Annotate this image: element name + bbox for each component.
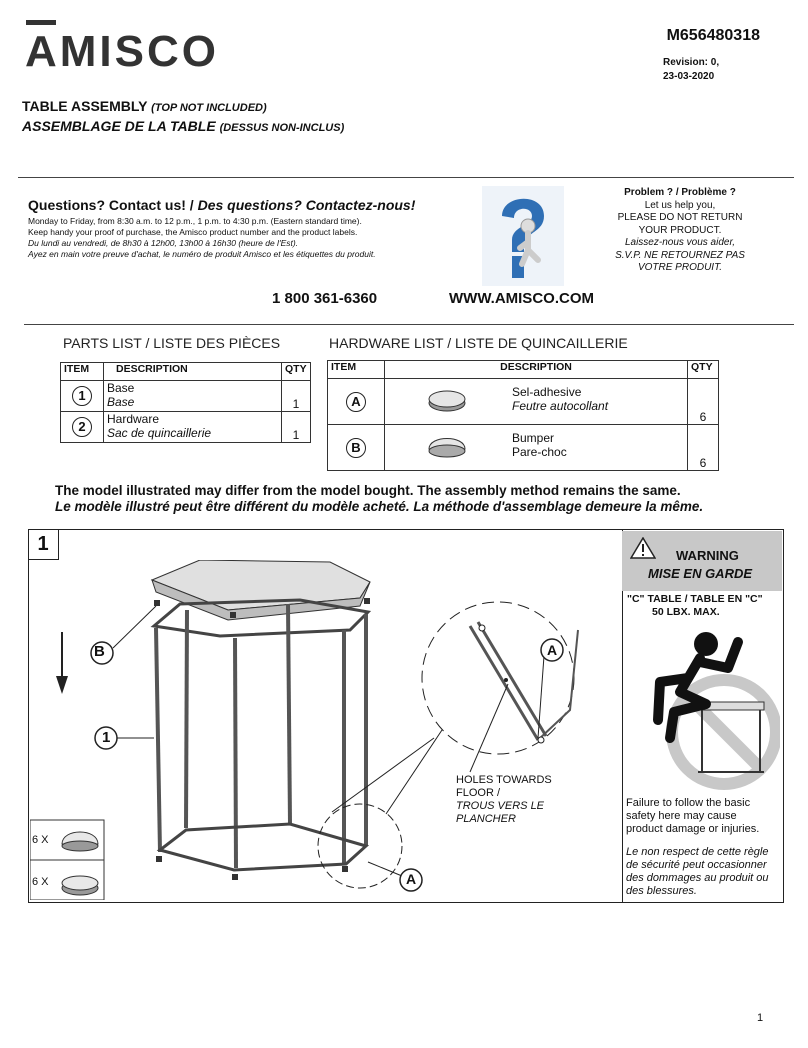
col-qty: QTY bbox=[282, 363, 311, 381]
warning-capacity-2: 50 LBX. MAX. bbox=[652, 606, 720, 618]
table-row bbox=[328, 425, 719, 471]
warning-line-fr: des blessures. bbox=[626, 885, 697, 897]
hardware-table bbox=[327, 360, 719, 471]
description-en: Base bbox=[107, 381, 135, 395]
description-fr: Sac de quincaillerie bbox=[107, 426, 212, 440]
website-link[interactable]: WWW.AMISCO.COM bbox=[449, 290, 594, 307]
warning-triangle-icon bbox=[630, 537, 656, 559]
qty-a-label: 6 X bbox=[32, 876, 49, 888]
description-fr: Base bbox=[107, 395, 135, 409]
parts-table bbox=[60, 362, 311, 443]
problem-line-fr: VOTRE PRODUIT. bbox=[637, 262, 723, 273]
table-row bbox=[61, 412, 311, 443]
problem-line: YOUR PRODUCT. bbox=[638, 224, 722, 236]
qty-cell: 1 bbox=[282, 381, 311, 412]
problem-heading: Problem ? / Problème ? bbox=[624, 187, 736, 198]
warning-title-fr: MISE EN GARDE bbox=[648, 566, 753, 581]
warning-line-fr: Le non respect de cette règle bbox=[626, 846, 769, 858]
felt-pad-icon bbox=[425, 387, 469, 413]
problem-block bbox=[595, 187, 765, 275]
logo-text: AMISCO bbox=[25, 27, 219, 76]
contact-heading-fr: Des questions? Contactez-nous! bbox=[197, 197, 416, 213]
title-fr-note: (DESSUS NON-INCLUS) bbox=[219, 122, 345, 134]
bumper-icon bbox=[425, 431, 469, 461]
callout-1: 1 bbox=[102, 729, 111, 746]
item-number: 1 bbox=[72, 386, 92, 406]
warning-capacity-1: "C" TABLE / TABLE EN "C" bbox=[627, 593, 763, 605]
page-number: 1 bbox=[757, 1012, 764, 1024]
divider-mid bbox=[24, 324, 794, 325]
assembly-illustration bbox=[30, 560, 620, 900]
table-header-row bbox=[328, 361, 719, 379]
contact-hours-fr: Du lundi au vendredi, de 8h30 à 12h00, 13h00 à 16h30 (heure de l'Est). bbox=[28, 238, 299, 248]
title-en-main: TABLE ASSEMBLY bbox=[22, 98, 148, 114]
hardware-list-heading: HARDWARE LIST / LISTE DE QUINCAILLERIE bbox=[329, 335, 628, 351]
problem-line: Let us help you, bbox=[644, 199, 716, 211]
qty-cell: 6 bbox=[688, 379, 719, 425]
warning-line-fr: des dommages au produit ou bbox=[626, 872, 769, 884]
description-en: Sel-adhesive bbox=[512, 385, 582, 399]
table-header-row bbox=[61, 363, 311, 381]
holes-note-line: FLOOR / bbox=[456, 787, 501, 799]
col-description: DESCRIPTION bbox=[104, 363, 282, 381]
warning-line: Failure to follow the basic bbox=[626, 797, 751, 809]
holes-note-line: HOLES TOWARDS bbox=[456, 774, 552, 786]
title-en-note: (TOP NOT INCLUDED) bbox=[151, 102, 267, 114]
item-number: 2 bbox=[72, 417, 92, 437]
problem-line: PLEASE DO NOT RETURN bbox=[617, 212, 743, 223]
col-item: ITEM bbox=[61, 363, 104, 381]
amisco-logo bbox=[25, 18, 217, 78]
description-en: Bumper bbox=[512, 431, 555, 445]
description-cell bbox=[509, 425, 688, 471]
warning-line: safety here may cause bbox=[626, 810, 737, 822]
item-letter: B bbox=[346, 438, 366, 458]
qty-b-label: 6 X bbox=[32, 834, 49, 846]
contact-heading-en: Questions? Contact us! bbox=[28, 197, 186, 213]
title-fr-main: ASSEMBLAGE DE LA TABLE bbox=[22, 118, 216, 134]
col-qty: QTY bbox=[688, 361, 719, 379]
contact-proof-en: Keep handy your proof of purchase, the Amisco product number and the product labels. bbox=[28, 227, 358, 237]
logo-accent-bar bbox=[26, 20, 56, 25]
revision-block bbox=[663, 56, 719, 84]
title-en bbox=[22, 98, 267, 114]
item-letter: A bbox=[346, 392, 366, 412]
warning-line-fr: de sécurité peut occasionner bbox=[626, 859, 767, 871]
divider-top bbox=[18, 177, 794, 178]
callout-a-bottom: A bbox=[406, 871, 417, 887]
disclaimer-en: The model illustrated may differ from the model bought. The assembly method remains the same. bbox=[55, 483, 681, 498]
contact-heading bbox=[28, 197, 415, 213]
table-row bbox=[61, 381, 311, 412]
description-fr: Feutre autocollant bbox=[512, 399, 609, 413]
step-number: 1 bbox=[28, 529, 59, 560]
warning-line: product damage or injuries. bbox=[626, 823, 760, 835]
table-row bbox=[328, 379, 719, 425]
revision-label: Revision: 0, bbox=[663, 57, 720, 68]
holes-note bbox=[456, 774, 552, 826]
warning-text-fr bbox=[626, 846, 768, 898]
description-cell bbox=[509, 379, 688, 425]
description-cell bbox=[104, 381, 282, 412]
warning-title-en: WARNING bbox=[676, 548, 739, 563]
title-fr bbox=[22, 118, 344, 134]
contact-proof-fr: Ayez en main votre preuve d'achat, le numéro de produit Amisco et les étiquettes du produit. bbox=[28, 249, 376, 259]
parts-list-heading: PARTS LIST / LISTE DES PIÈCES bbox=[63, 335, 281, 351]
callout-b: B bbox=[94, 643, 105, 660]
col-item: ITEM bbox=[328, 361, 385, 379]
question-mark-figure-icon bbox=[482, 186, 564, 286]
problem-line-fr: Laissez-nous vous aider, bbox=[624, 237, 736, 248]
holes-note-line-fr: TROUS VERS LE bbox=[456, 800, 545, 812]
warning-text-en bbox=[626, 797, 759, 836]
description-cell bbox=[104, 412, 282, 443]
description-fr: Pare-choc bbox=[512, 445, 567, 459]
description-en: Hardware bbox=[107, 412, 160, 426]
qty-cell: 1 bbox=[282, 412, 311, 443]
model-number: M656480318 bbox=[666, 27, 760, 44]
disclaimer-fr: Le modèle illustré peut être différent du modèle acheté. La méthode d'assemblage demeure la même. bbox=[55, 499, 704, 514]
holes-note-line-fr: PLANCHER bbox=[456, 813, 516, 825]
no-sitting-icon bbox=[640, 622, 780, 790]
revision-date: 23-03-2020 bbox=[663, 71, 715, 82]
phone-number: 1 800 361-6360 bbox=[272, 290, 378, 307]
qty-cell: 6 bbox=[688, 425, 719, 471]
contact-hours-en: Monday to Friday, from 8:30 a.m. to 12 p.m., 1 p.m. to 4:30 p.m. (Eastern standard time). bbox=[28, 216, 362, 226]
contact-heading-sep: / bbox=[185, 197, 198, 213]
col-description: DESCRIPTION bbox=[385, 361, 688, 379]
problem-line-fr: S.V.P. NE RETOURNEZ PAS bbox=[615, 249, 745, 261]
callout-a-detail: A bbox=[547, 642, 558, 658]
